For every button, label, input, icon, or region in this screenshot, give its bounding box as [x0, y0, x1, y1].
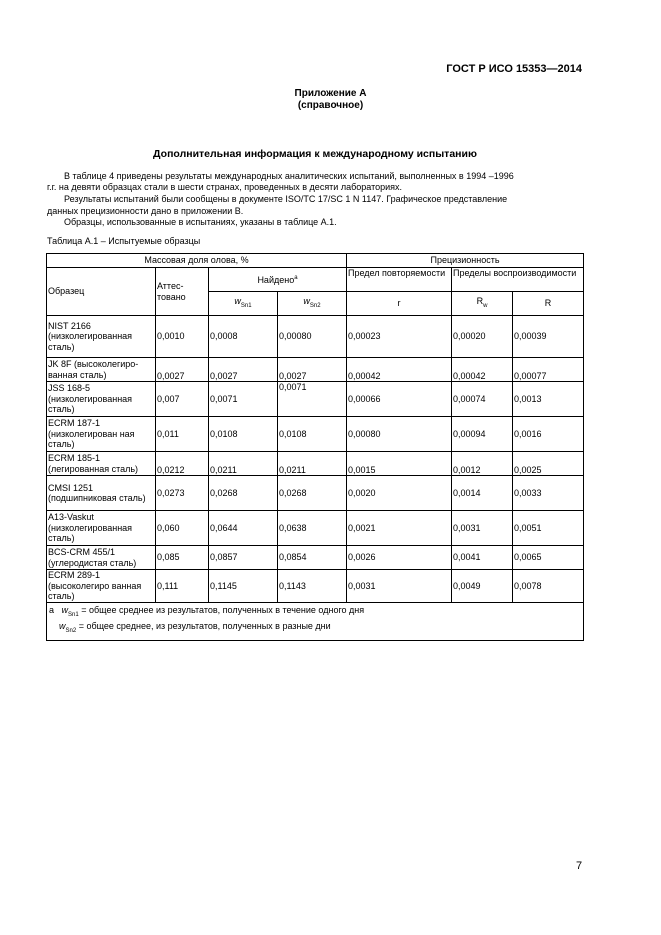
- footnote-mark: a: [294, 275, 298, 282]
- w-sn1-header: $w_{Sn1}$: [209, 292, 278, 316]
- rw-cell: 0,00074: [452, 382, 513, 417]
- w1-cell: 0,0027: [209, 358, 278, 382]
- R-cell: 0,0016: [513, 417, 584, 452]
- w1-cell: 0,0211: [209, 452, 278, 476]
- sample-cell: JSS 168-5 (низколегированная сталь): [47, 382, 156, 417]
- R-cell: 0,00077: [513, 358, 584, 382]
- table-row: [47, 570, 584, 603]
- paragraph-2a: Результаты испытаний были сообщены в документе ISO/TC 17/SC 1 N 1147. Графическое представление: [64, 194, 508, 204]
- sample-cell: NIST 2166 (низколегированная сталь): [47, 316, 156, 358]
- w1-cell: 0,0108: [209, 417, 278, 452]
- w1-cell: 0,0857: [209, 546, 278, 570]
- r-cell: 0,00066: [347, 382, 452, 417]
- repeat-limit-header: Предел повторяемости: [347, 268, 452, 292]
- r-cell: 0,0015: [347, 452, 452, 476]
- rw-header: $R_w$: [452, 292, 513, 316]
- table-row: [47, 316, 584, 358]
- table-row: [47, 382, 584, 417]
- w1-cell: 0,0008: [209, 316, 278, 358]
- sample-cell: CMSI 1251 (подшипниковая сталь): [47, 476, 156, 511]
- repro-limits-header: Пределы воспроизводимости: [452, 268, 584, 292]
- table-caption: Таблица А.1 – Испытуемые образцы: [47, 236, 201, 246]
- R-cell: 0,0025: [513, 452, 584, 476]
- annex-heading: [0, 88, 661, 112]
- rw-cell: 0,0014: [452, 476, 513, 511]
- r-cell: 0,0026: [347, 546, 452, 570]
- r-header: r: [347, 292, 452, 316]
- found-header: Найдено$^a$: [209, 268, 347, 292]
- certified-cell: 0,007: [156, 382, 209, 417]
- w2-cell: 0,0027: [278, 358, 347, 382]
- certified-cell: 0,0273: [156, 476, 209, 511]
- w1-cell: 0,1145: [209, 570, 278, 603]
- paragraph-3: Образцы, использованные в испытаниях, указаны в таблице А.1.: [64, 217, 337, 227]
- section-title: Дополнительная информация к международному испытанию: [153, 148, 477, 160]
- paragraph-1b: г.г. на девяти образцах стали в шести странах, проведенных в десяти лабораториях.: [47, 182, 402, 192]
- w2-cell: 0,0211: [278, 452, 347, 476]
- page-number: 7: [576, 860, 583, 872]
- table-row: [47, 417, 584, 452]
- r-cell: 0,00042: [347, 358, 452, 382]
- w2-cell: 0,1143: [278, 570, 347, 603]
- samples-table: [46, 253, 584, 641]
- R-cell: 0,0051: [513, 511, 584, 546]
- w1-cell: 0,0071: [209, 382, 278, 417]
- certified-cell: 0,0010: [156, 316, 209, 358]
- sample-header: Образец: [47, 268, 156, 316]
- table-row: [47, 452, 584, 476]
- table-row: [47, 358, 584, 382]
- sample-cell: ECRM 187-1 (низколегирован ная сталь): [47, 417, 156, 452]
- w1-cell: 0,0644: [209, 511, 278, 546]
- r-cell: 0,0031: [347, 570, 452, 603]
- R-cell: 0,00039: [513, 316, 584, 358]
- table-footnotes: [47, 603, 584, 641]
- rw-cell: 0,0049: [452, 570, 513, 603]
- w2-cell: 0,0268: [278, 476, 347, 511]
- w1-cell: 0,0268: [209, 476, 278, 511]
- sample-cell: ECRM 185-1 (легированная сталь): [47, 452, 156, 476]
- mass-fraction-header: Массовая доля олова, %: [47, 254, 347, 268]
- annex-subtitle: (справочное): [297, 100, 364, 111]
- sample-cell: JK 8F (высоколегиро-ванная сталь): [47, 358, 156, 382]
- table-row: [47, 476, 584, 511]
- sample-cell: BCS-CRM 455/1 (углеродистая сталь): [47, 546, 156, 570]
- annex-title: Приложение А: [294, 88, 367, 99]
- paragraph-2b: данных прецизионности дано в приложении В.: [47, 206, 244, 216]
- w2-cell: 0,0071: [278, 382, 347, 417]
- table-row: [47, 546, 584, 570]
- r-cell: 0,00023: [347, 316, 452, 358]
- certified-cell: 0,111: [156, 570, 209, 603]
- precision-header: Прецизионность: [347, 254, 584, 268]
- certified-cell: 0,085: [156, 546, 209, 570]
- rw-cell: 0,00020: [452, 316, 513, 358]
- rw-cell: 0,0031: [452, 511, 513, 546]
- certified-cell: 0,060: [156, 511, 209, 546]
- r-cell: 0,0021: [347, 511, 452, 546]
- rw-cell: 0,0041: [452, 546, 513, 570]
- certified-cell: 0,0027: [156, 358, 209, 382]
- certified-cell: 0,011: [156, 417, 209, 452]
- r-cell: 0,00080: [347, 417, 452, 452]
- standard-number: ГОСТ Р ИСО 15353—2014: [446, 63, 582, 75]
- footnote-2: $w_{Sn2}$ = общее среднее, из результатов, полученных в разные дни: [59, 620, 331, 634]
- w2-cell: 0,0638: [278, 511, 347, 546]
- R-cell: 0,0033: [513, 476, 584, 511]
- R-header: R: [513, 292, 584, 316]
- paragraph-1a: В таблице 4 приведены результаты международных аналитических испытаний, выполненных в 1994 –1996: [64, 171, 514, 181]
- rw-cell: 0,0012: [452, 452, 513, 476]
- sample-cell: A13-Vaskut (низколегированная сталь): [47, 511, 156, 546]
- r-cell: 0,0020: [347, 476, 452, 511]
- sample-cell: ECRM 289-1 (высоколегиро ванная сталь): [47, 570, 156, 603]
- rw-cell: 0,00094: [452, 417, 513, 452]
- table-row: [47, 511, 584, 546]
- R-cell: 0,0065: [513, 546, 584, 570]
- w2-cell: 0,00080: [278, 316, 347, 358]
- certified-header: Аттес-тованo: [156, 268, 209, 316]
- w-sn2-header: $w_{Sn2}$: [278, 292, 347, 316]
- certified-cell: 0,0212: [156, 452, 209, 476]
- w2-cell: 0,0854: [278, 546, 347, 570]
- footnote-1: a $w_{Sn1}$ = общее среднее из результатов, полученных в течение одного дня: [49, 605, 365, 618]
- R-cell: 0,0078: [513, 570, 584, 603]
- R-cell: 0,0013: [513, 382, 584, 417]
- rw-cell: 0,00042: [452, 358, 513, 382]
- w2-cell: 0,0108: [278, 417, 347, 452]
